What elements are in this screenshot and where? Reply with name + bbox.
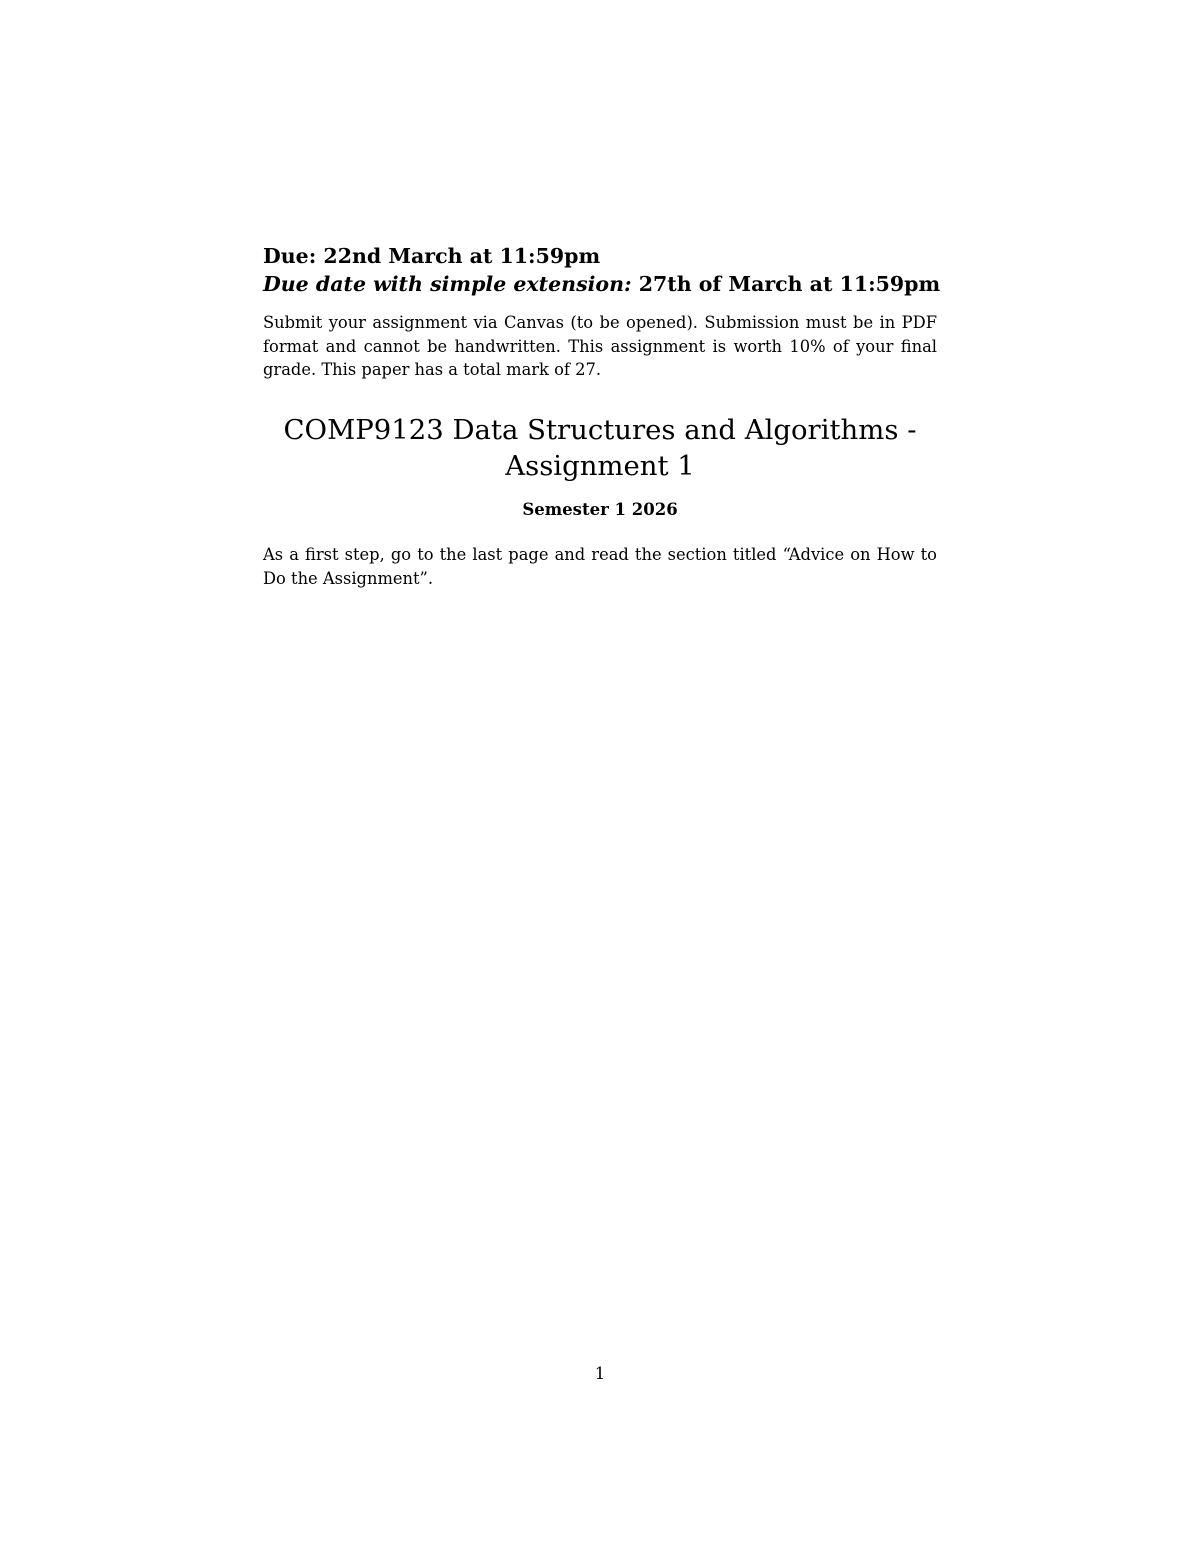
submission-instructions: Submit your assignment via Canvas (to be opened). Submission must be in PDF format and cannot be handwritten. This assignment is worth 10% of your final grade. This paper has a total mark of 27. <box>263 313 937 379</box>
extension-label: Due date with simple extension: <box>263 272 632 296</box>
extension-value: 27th of March at 11:59pm <box>638 272 941 296</box>
due-date: Due: 22nd March at 11:59pm <box>263 244 601 268</box>
semester-label: Semester 1 2026 <box>522 500 678 519</box>
advice-paragraph: As a first step, go to the last page and read the section titled “Advice on How to Do the Assignment”. <box>263 545 937 588</box>
document-title <box>200 412 1000 484</box>
page-number: 1 <box>594 1364 606 1383</box>
title-line-2: Assignment 1 <box>505 450 695 482</box>
title-line-1: COMP9123 Data Structures and Algorithms - <box>283 414 917 446</box>
extension-due-date <box>263 270 941 298</box>
